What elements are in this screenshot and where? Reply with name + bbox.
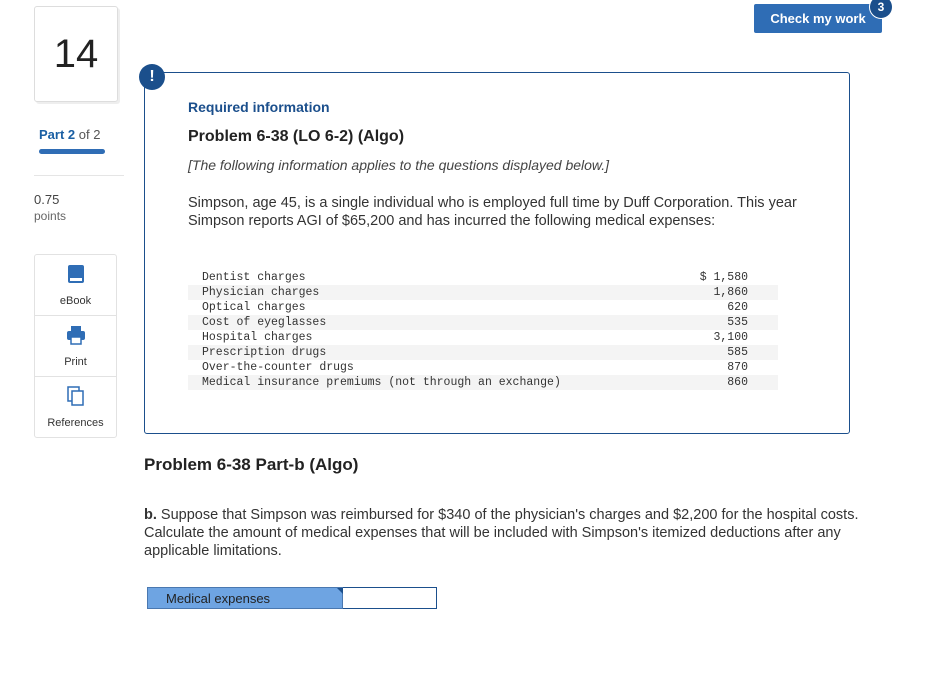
check-attempts-badge: 3 <box>869 0 893 19</box>
expense-row <box>188 375 778 390</box>
expense-row <box>188 300 778 315</box>
points-value: 0.75 <box>34 192 60 207</box>
expense-row <box>188 270 778 285</box>
ebook-label: eBook <box>59 294 92 307</box>
tools-panel <box>34 254 117 438</box>
expense-row <box>188 285 778 300</box>
expense-item: Optical charges <box>202 301 306 314</box>
part-progress-bar <box>39 149 105 154</box>
expense-amount: 860 <box>661 375 778 390</box>
expense-item: Cost of eyeglasses <box>188 315 661 330</box>
expense-item: Physician charges <box>188 285 661 300</box>
check-my-work-button[interactable]: Check my work <box>754 4 882 33</box>
expense-item: Medical insurance premiums (not through an exchange) <box>188 375 661 390</box>
required-info-panel <box>144 72 850 434</box>
expense-amount: 585 <box>661 345 778 360</box>
part-of-text: of 2 <box>78 127 101 142</box>
print-button[interactable] <box>35 316 116 377</box>
printer-icon <box>66 325 86 350</box>
applies-note: [The following information applies to the questions displayed below.] <box>188 157 610 173</box>
expense-row <box>188 330 778 345</box>
expense-item: Hospital charges <box>202 331 313 344</box>
expense-row <box>188 345 778 360</box>
answer-row <box>147 587 437 609</box>
expense-amount: 870 <box>727 361 748 374</box>
expense-amount: 535 <box>661 315 778 330</box>
answer-label <box>147 587 343 609</box>
expense-item: Dentist charges <box>202 271 306 284</box>
divider <box>34 175 124 176</box>
medical-expenses-input[interactable] <box>343 587 437 609</box>
expense-amount: 1,860 <box>661 285 778 300</box>
question-number: 14 <box>34 6 118 102</box>
part-b-title: Problem 6-38 Part-b (Algo) <box>144 455 359 474</box>
required-info-heading: Required information <box>188 99 330 115</box>
answer-label-text: Medical expenses <box>166 591 271 606</box>
alert-icon: ! <box>139 64 165 90</box>
problem-title: Problem 6-38 (LO 6-2) (Algo) <box>188 128 405 145</box>
part-progress-fill <box>39 149 105 154</box>
references-icon <box>67 386 85 411</box>
ebook-button[interactable] <box>35 255 116 316</box>
question-text: Suppose that Simpson was reimbursed for $340 of the physician's charges and $2,200 for the hospital costs. Calculate the amount of medical expenses that will be included with Simpson's itemized deductions after any applicable limitations. <box>144 507 859 559</box>
print-label: Print <box>64 355 87 368</box>
question-prefix: b. <box>144 507 157 523</box>
points-label: points <box>34 209 67 223</box>
scenario-text: Simpson, age 45, is a single individual who is employed full time by Duff Corporation. This year Simpson reports AGI of $65,200 and has incurred the following medical expenses: <box>188 195 797 229</box>
part-current: 2 <box>67 127 76 142</box>
expense-row <box>188 360 778 375</box>
expense-amount: $ 1,580 <box>699 271 748 284</box>
references-label: References <box>47 416 104 429</box>
part-indicator <box>39 127 100 142</box>
references-button[interactable] <box>35 377 116 437</box>
part-label: Part <box>39 127 65 142</box>
medical-expenses-table <box>188 270 778 390</box>
answer-marker-icon <box>337 588 343 594</box>
part-b-question <box>144 506 889 560</box>
book-icon <box>67 264 85 289</box>
expense-row <box>188 315 778 330</box>
expense-amount: 620 <box>727 301 748 314</box>
expense-item: Over-the-counter drugs <box>202 361 354 374</box>
expense-amount: 3,100 <box>713 331 748 344</box>
expense-item: Prescription drugs <box>188 345 661 360</box>
